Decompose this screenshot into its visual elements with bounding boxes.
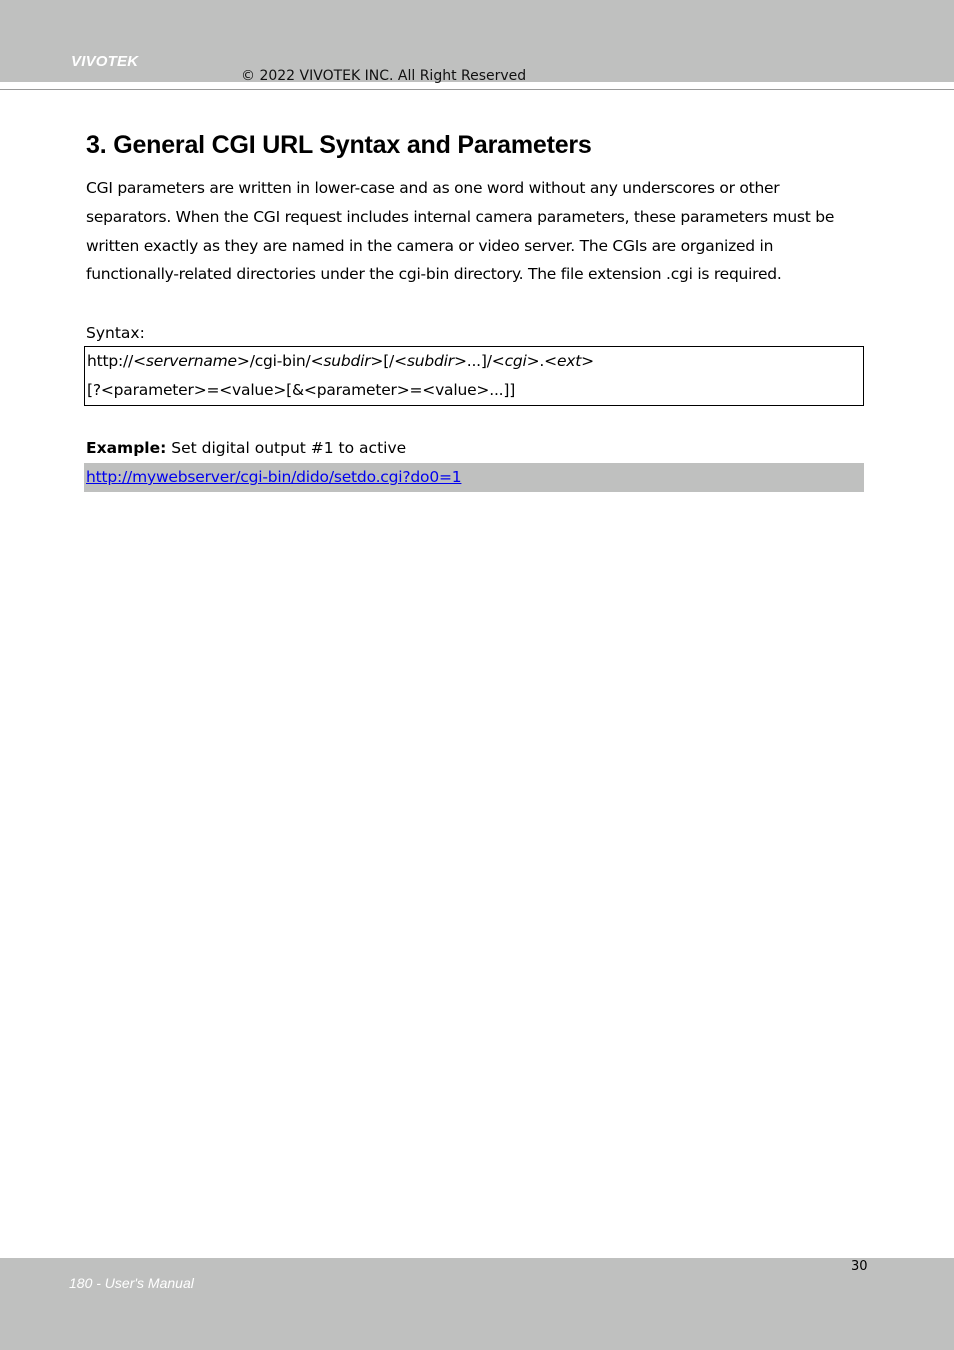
main-content	[86, 126, 866, 486]
intro-paragraph: CGI parameters are written in lower-case and as one word without any underscores or other separators. When the CGI request includes internal camera parameters, these parameters must be written exactly as they are named in the camera or video server. The CGIs are organized in functionally-related directories under the cgi-bin directory. The file extension .cgi is required.	[86, 179, 835, 284]
syntax-placeholder-cgi: cgi	[504, 352, 527, 370]
example-label: Example:	[86, 439, 167, 457]
syntax-box	[84, 346, 864, 406]
syntax-text: >.<	[526, 352, 557, 370]
example-description: Set digital output #1 to active	[166, 439, 407, 457]
syntax-text: >/cgi-bin/<	[236, 352, 324, 370]
syntax-placeholder-subdir: subdir	[406, 352, 454, 370]
syntax-text: >[/<	[370, 352, 407, 370]
example-line	[86, 434, 406, 462]
syntax-line-parameters: [?<parameter>=<value>[&<parameter>=<value>...]]	[87, 381, 516, 399]
footer-band	[0, 1258, 954, 1350]
page-number: 30	[851, 1259, 868, 1274]
brand-logo-text: VIVOTEK	[71, 53, 139, 70]
syntax-placeholder-servername: servername	[145, 352, 237, 370]
copyright-notice: © 2022 VIVOTEK INC. All Right Reserved	[241, 68, 527, 84]
syntax-placeholder-ext: ext	[556, 352, 582, 370]
syntax-text: >	[581, 352, 594, 370]
page-title: 3. General CGI URL Syntax and Parameters	[86, 131, 592, 159]
syntax-line-url	[85, 347, 863, 376]
header-band	[0, 0, 954, 82]
header-divider	[0, 89, 954, 90]
syntax-text: >...]/<	[453, 352, 505, 370]
syntax-text: http://<	[87, 352, 146, 370]
manual-page-label: 180 - User's Manual	[69, 1275, 194, 1291]
example-url-link[interactable]: http://mywebserver/cgi-bin/dido/setdo.cgi?do0=1	[86, 468, 462, 486]
example-url-bar	[84, 463, 864, 492]
syntax-label: Syntax:	[86, 324, 145, 342]
syntax-placeholder-subdir: subdir	[323, 352, 371, 370]
